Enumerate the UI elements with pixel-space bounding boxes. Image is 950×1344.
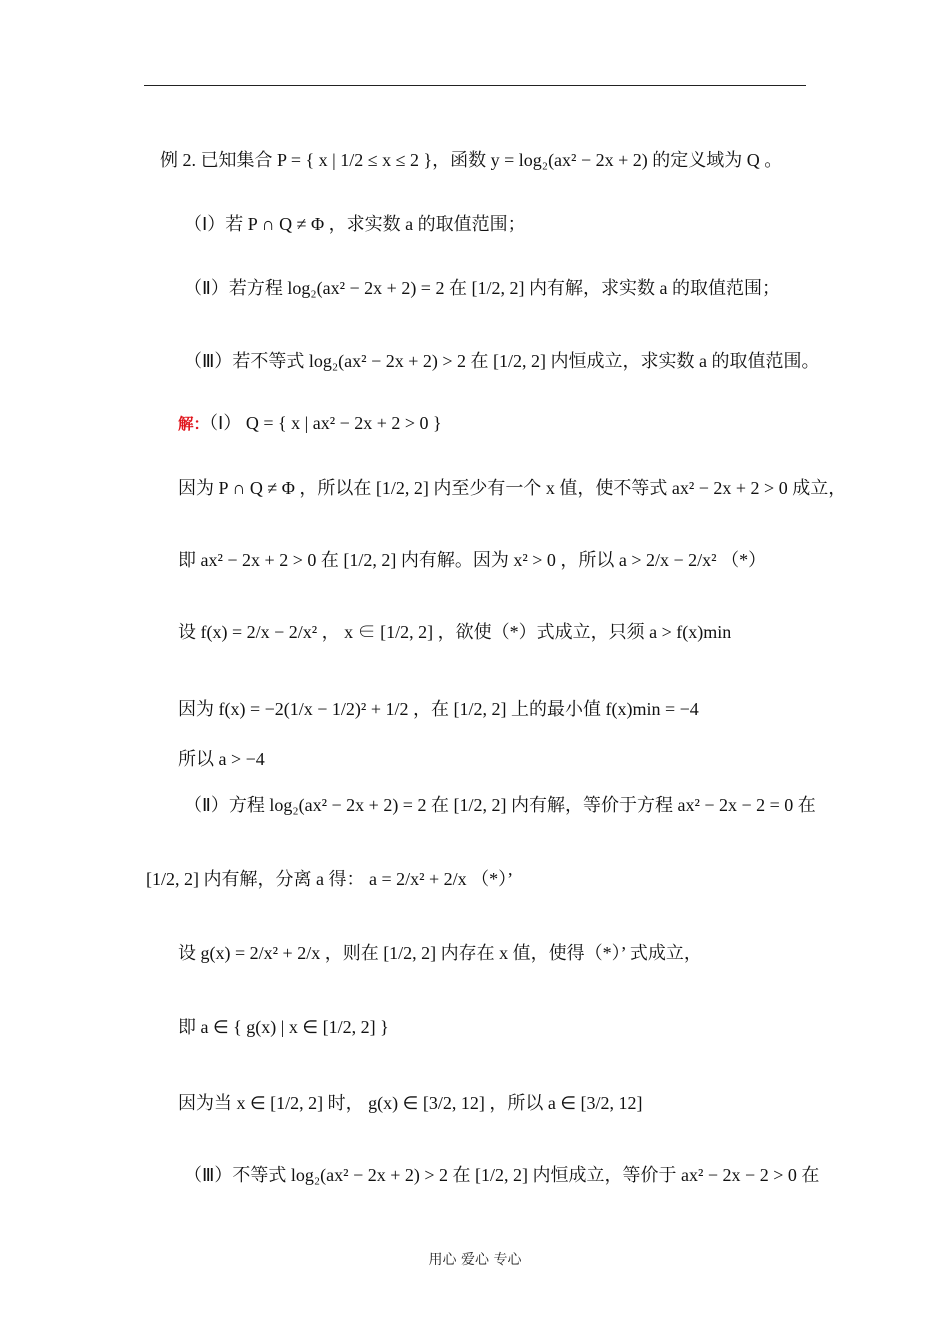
solution-line: 设 f(x) = 2/x − 2/x² ， x ∈ [1/2, 2] ，欲使（*）式成立，只须 a > f(x)min: [178, 622, 732, 642]
solution-line: 设 g(x) = 2/x² + 2/x ，则在 [1/2, 2] 内存在 x 值，使得（*）’ 式成立，: [178, 943, 702, 963]
solution-line: 所以 a > −4: [178, 749, 265, 769]
problem-part-2: （Ⅱ）若方程 log₂(ax² − 2x + 2) = 2 在 [1/2, 2] 内有解，求实数 a 的取值范围；: [184, 278, 780, 298]
solution-part-2-line: （Ⅱ）方程 log₂(ax² − 2x + 2) = 2 在 [1/2, 2] 内有解，等价于方程 ax² − 2x − 2 = 0 在: [184, 795, 816, 815]
solution-line: [1/2, 2] 内有解，分离 a 得： a = 2/x² + 2/x （*）’: [146, 869, 514, 889]
solution-line: 因为 P ∩ Q ≠ Φ ，所以在 [1/2, 2] 内至少有一个 x 值，使不等式 ax² − 2x + 2 > 0 成立，: [178, 478, 847, 498]
solution-line: 因为当 x ∈ [1/2, 2] 时， g(x) ∈ [3/2, 12] ，所以 a ∈ [3/2, 12]: [178, 1093, 643, 1113]
header-rule: [144, 85, 806, 86]
solution-part-1-header: [178, 412, 442, 435]
solution-line: 即 a ∈ { g(x) | x ∈ [1/2, 2] }: [178, 1017, 389, 1037]
problem-part-1: （Ⅰ）若 P ∩ Q ≠ Φ ，求实数 a 的取值范围；: [184, 214, 526, 234]
solution-line: 即 ax² − 2x + 2 > 0 在 [1/2, 2] 内有解。因为 x² > 0 ，所以 a > 2/x − 2/x² （*）: [178, 550, 767, 570]
page-footer: 用心 爱心 专心: [428, 1252, 522, 1268]
solution-q-definition: （Ⅰ） Q = { x | ax² − 2x + 2 > 0 }: [209, 413, 442, 433]
solution-label: 解：: [178, 414, 210, 433]
problem-statement: 例 2. 已知集合 P = { x | 1/2 ≤ x ≤ 2 }，函数 y = log₂(ax² − 2x + 2) 的定义域为 Q 。: [160, 150, 783, 170]
solution-line: 因为 f(x) = −2(1/x − 1/2)² + 1/2 ，在 [1/2, 2] 上的最小值 f(x)min = −4: [178, 699, 699, 719]
problem-part-3: （Ⅲ）若不等式 log₂(ax² − 2x + 2) > 2 在 [1/2, 2] 内恒成立，求实数 a 的取值范围。: [184, 351, 820, 371]
solution-part-3-line: （Ⅲ）不等式 log₂(ax² − 2x + 2) > 2 在 [1/2, 2] 内恒成立，等价于 ax² − 2x − 2 > 0 在: [184, 1165, 820, 1185]
